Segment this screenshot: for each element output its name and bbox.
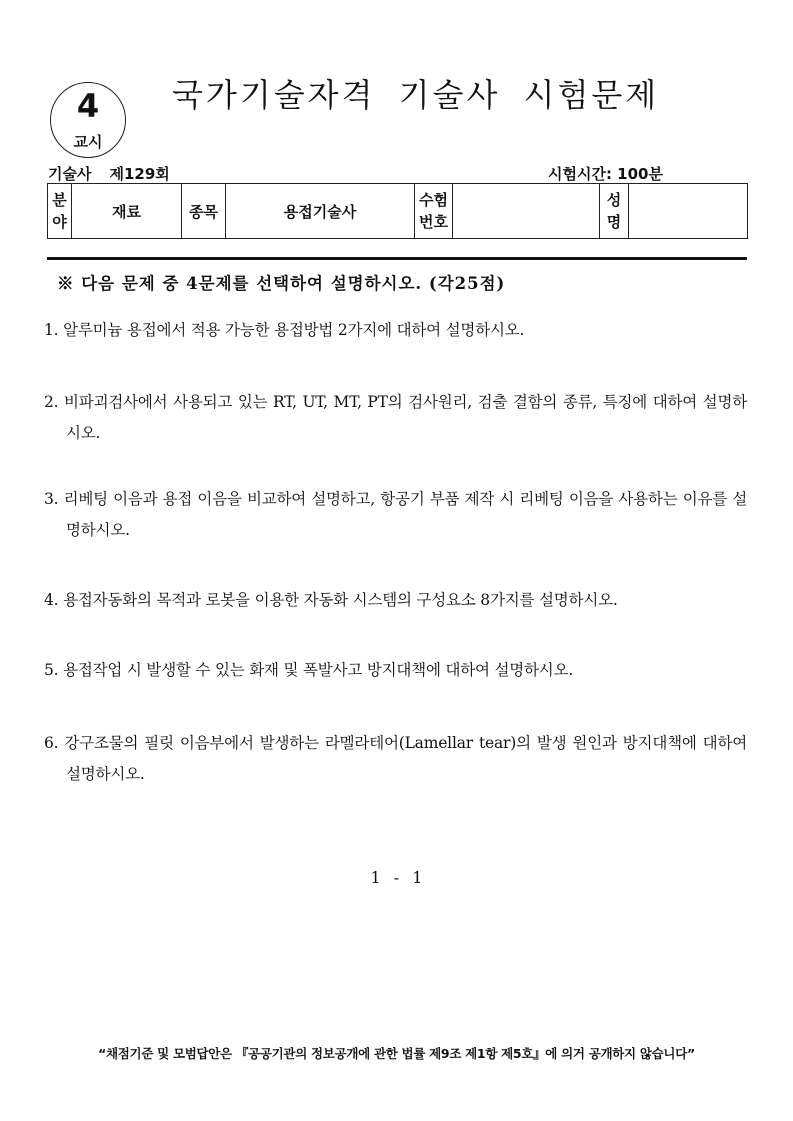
- footer-notice: “채점기준 및 모범답안은 『공공기관의 정보공개에 관한 법률 제9조 제1항 제5호』에 의거 공개하지 않습니다”: [98, 1046, 695, 1061]
- instruction-text: ※ 다음 문제 중 4문제를 선택하여 설명하시오. (각25점): [57, 274, 506, 293]
- exam-round: 제129회: [109, 165, 170, 183]
- exam-round-info: [48, 163, 170, 184]
- question-5: 5. 용접작업 시 발생할 수 있는 화재 및 폭발사고 방지대책에 대하여 설명하시오.: [44, 661, 574, 679]
- period-badge: [50, 82, 126, 158]
- field-value: 재료: [72, 184, 182, 239]
- question-6: 6. 강구조물의 필릿 이음부에서 발생하는 라멜라테어(Lamellar tear)의 발생 원인과 방지대책에 대하여 설명하시오.: [44, 734, 747, 783]
- exam-category: 기술사: [48, 165, 92, 183]
- name-field[interactable]: [629, 184, 748, 239]
- field-label: 분 야: [52, 191, 67, 231]
- page-title: 국가기술자격 기술사 시험문제: [172, 76, 660, 114]
- field-label-cell: [48, 184, 72, 239]
- question-4: 4. 용접자동화의 목적과 로봇을 이용한 자동화 시스템의 구성요소 8가지를 설명하시오.: [44, 591, 618, 609]
- page-number: 1 - 1: [370, 868, 423, 887]
- question-3: 3. 리베팅 이음과 용접 이음을 비교하여 설명하고, 항공기 부품 제작 시 리베팅 이음을 사용하는 이유를 설명하시오.: [44, 490, 747, 539]
- section-divider: [47, 257, 747, 260]
- question-2: 2. 비파괴검사에서 사용되고 있는 RT, UT, MT, PT의 검사원리, 검출 결함의 종류, 특징에 대하여 설명하시오.: [44, 393, 747, 442]
- period-number: 4: [76, 87, 100, 125]
- exam-id-label: 수험 번호: [419, 191, 448, 231]
- exam-time: 시험시간: 100분: [548, 165, 663, 183]
- name-label: 성 명: [606, 191, 622, 231]
- exam-header-table: [47, 183, 748, 239]
- exam-id-label-cell: [415, 184, 453, 239]
- period-label: 교시: [73, 133, 103, 151]
- type-value: 용접기술사: [226, 184, 415, 239]
- question-1: 1. 알루미늄 용접에서 적용 가능한 용접방법 2가지에 대하여 설명하시오.: [44, 321, 525, 339]
- type-label: 종목: [182, 184, 226, 239]
- exam-id-field[interactable]: [453, 184, 600, 239]
- name-label-cell: [600, 184, 629, 239]
